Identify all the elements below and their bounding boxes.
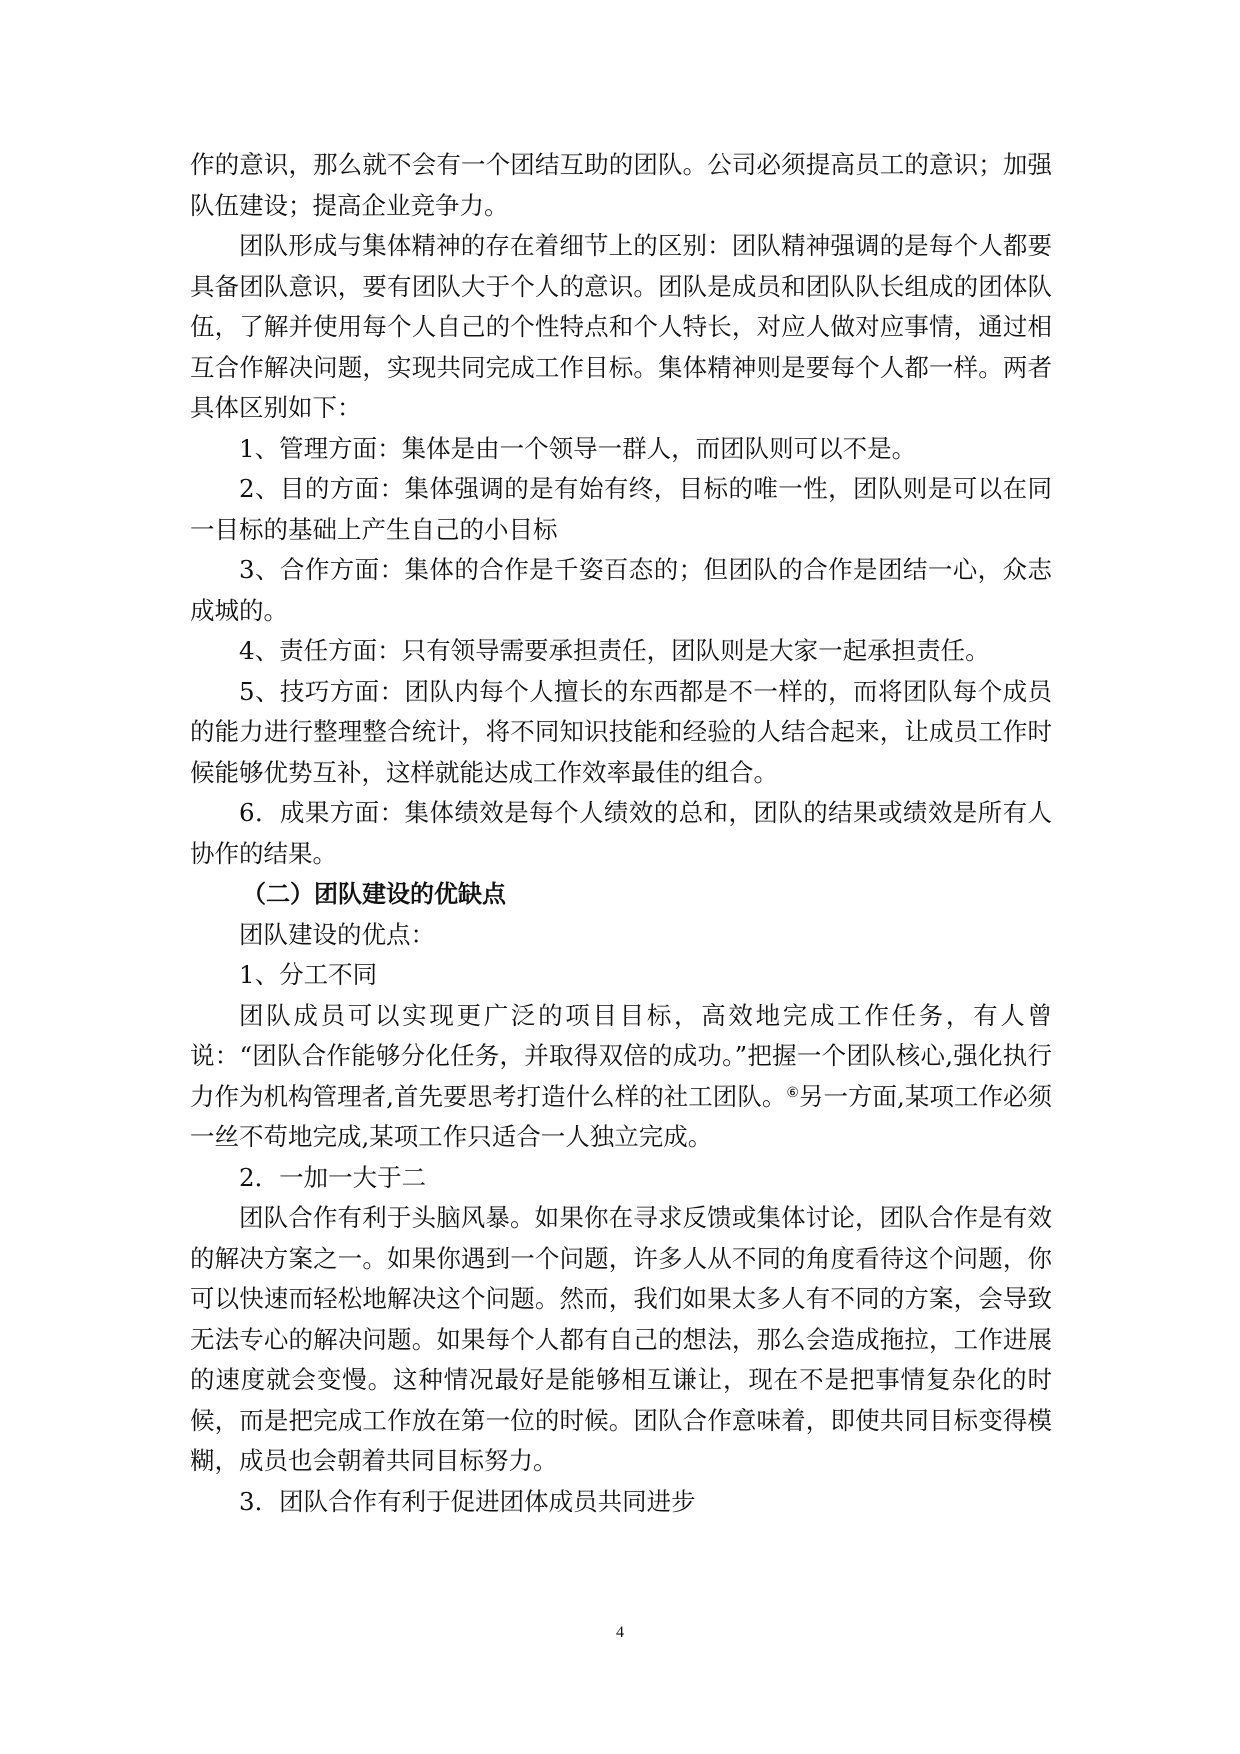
list-item: 1、管理方面：集体是由一个领导一群人，而团队则可以不是。	[239, 433, 917, 463]
paragraph: 团队建设的优点：	[239, 919, 435, 949]
list-item: 5、技巧方面：团队内每个人擅长的东西都是不一样的，而将团队每个成员的能力进行整理整合统计，将不同知识技能和经验的人结合起来，让成员工作时候能够优势互补，这样就能达成工作效率最佳的组合。	[190, 676, 1052, 787]
list-item: 6．成果方面：集体绩效是每个人绩效的总和，团队的结果或绩效是所有人协作的结果。	[190, 798, 1052, 868]
page-number: 4	[616, 1624, 624, 1641]
paragraph-text: 团队成员可以实现更广泛的项目目标，高效地完成工作任务，有人曾说：“团队合作能够分化任务，并取得双倍的成功。”把握一个团队核心,强化执行力作为机构管理者,首先要思考打造什么样的社工团队。	[190, 1000, 1052, 1111]
section-heading: （二）团队建设的优缺点	[242, 880, 506, 908]
list-item: 2．一加一大于二	[239, 1162, 427, 1192]
paragraph: 作的意识，那么就不会有一个团结互助的团队。公司必须提高员工的意识；加强队伍建设；提高企业竞争力。	[190, 150, 1052, 220]
footnote-marker: ⑥	[786, 1084, 799, 1101]
paragraph	[190, 996, 1052, 1158]
list-item: 1、分工不同	[239, 960, 378, 989]
paragraph-text: 另一方面,某项工作必须一丝不苟地完成,某项工作只适合一人独立完成。	[190, 1081, 1052, 1151]
list-item: 3、合作方面：集体的合作是千姿百态的；但团队的合作是团结一心，众志成城的。	[190, 555, 1052, 625]
list-item: 3．团队合作有利于促进团体成员共同进步	[239, 1486, 696, 1516]
paragraph: 团队合作有利于头脑风暴。如果你在寻求反馈或集体讨论，团队合作是有效的解决方案之一。如果你遇到一个问题，许多人从不同的角度看待这个问题，你可以快速而轻松地解决这个问题。然而，我们如果太多人有不同的方案，会导致无法专心的解决问题。如果每个人都有自己的想法，那么会造成拖拉，工作进展的速度就会变慢。这种情况最好是能够相互谦让，现在不是把事情复杂化的时候，而是把完成工作放在第一位的时候。团队合作意味着，即使共同目标变得模糊，成员也会朝着共同目标努力。	[190, 1203, 1052, 1475]
paragraph: 团队形成与集体精神的存在着细节上的区别：团队精神强调的是每个人都要具备团队意识，要有团队大于个人的意识。团队是成员和团队队长组成的团体队伍，了解并使用每个人自己的个性特点和个人特长，对应人做对应事情，通过相互合作解决问题，实现共同完成工作目标。集体精神则是要每个人都一样。两者具体区别如下：	[190, 231, 1052, 422]
list-item: 2、目的方面：集体强调的是有始有终，目标的唯一性，团队则是可以在同一目标的基础上产生自己的小目标	[190, 474, 1052, 544]
page-body	[190, 145, 1052, 1522]
list-item: 4、责任方面：只有领导需要承担责任，团队则是大家一起承担责任。	[239, 636, 990, 665]
